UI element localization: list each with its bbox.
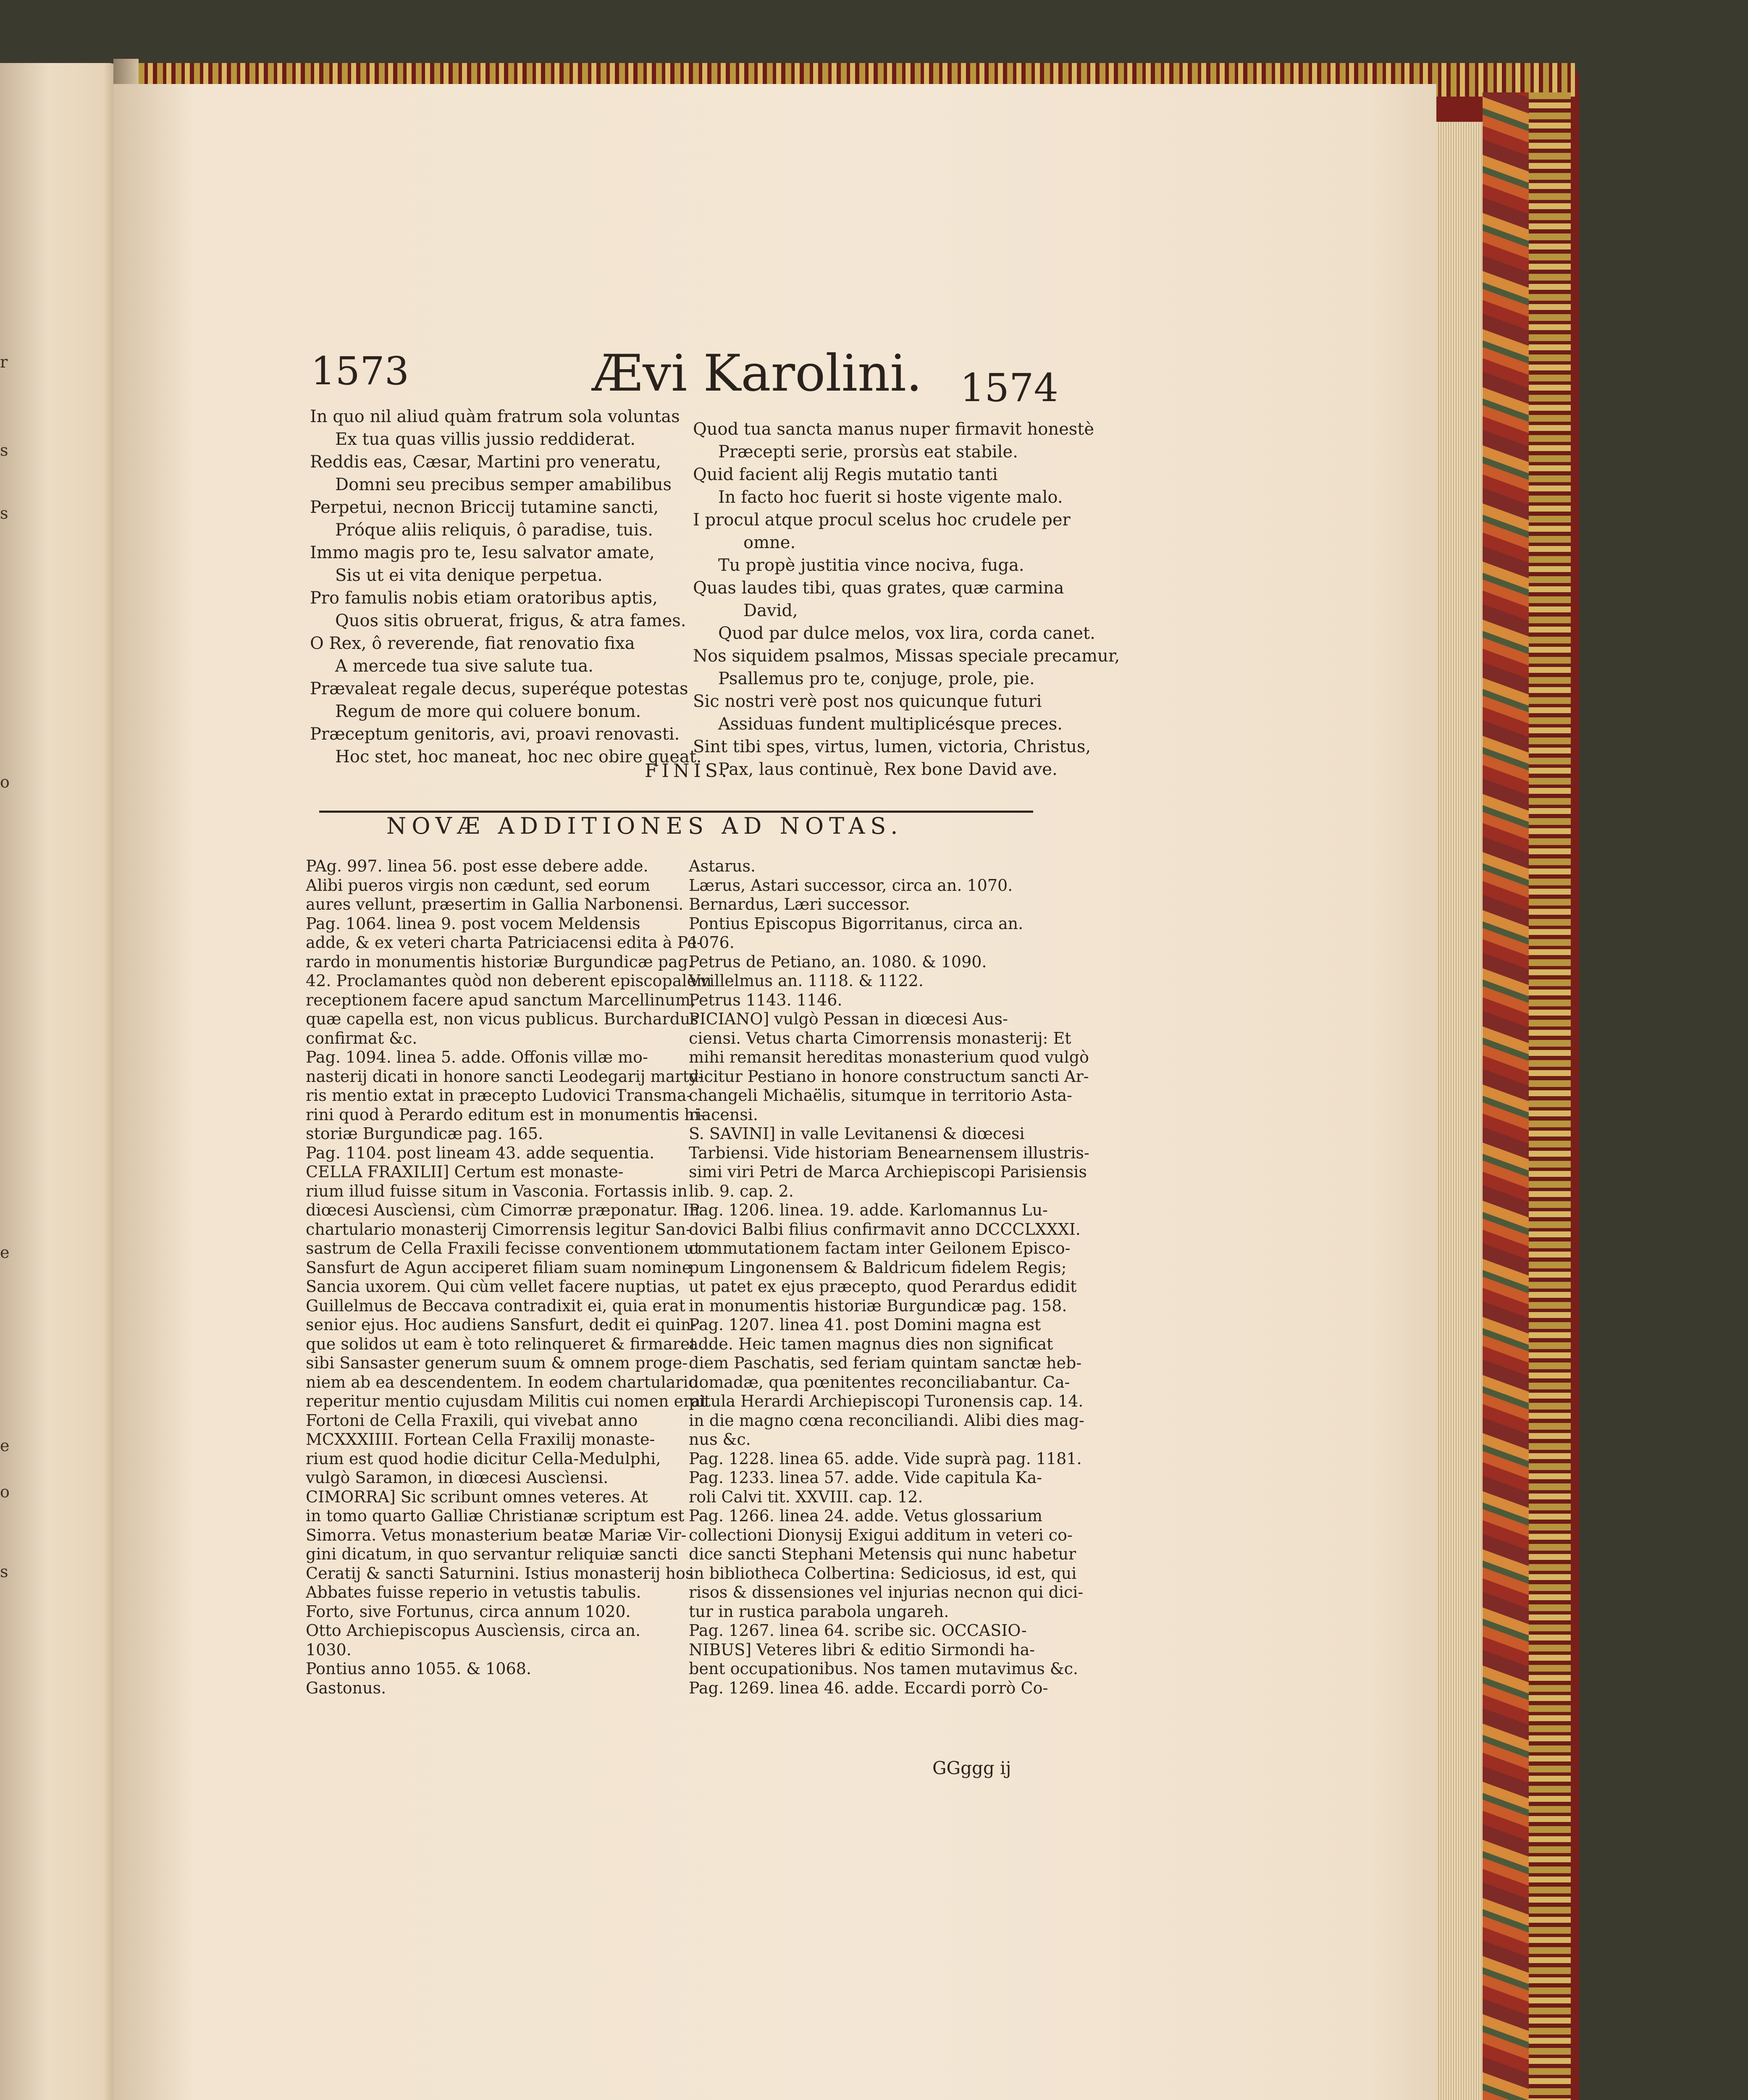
text-line: Bernardus, Læri successor. — [689, 895, 910, 914]
verse-line: Pax, laus continuè, Rex bone David ave. — [718, 760, 1058, 779]
text-line: PICIANO] vulgò Pessan in diœcesi Aus- — [689, 1010, 1008, 1028]
margin-letter: r — [0, 353, 8, 371]
text-line: Pag. 1104. post lineam 43. adde sequentia. — [306, 1143, 655, 1162]
verse-line: In facto hoc fuerit si hoste vigente malo. — [718, 488, 1063, 507]
verse-line: O Rex, ô reverende, fiat renovatio fixa — [310, 634, 635, 653]
verse-line: Sic nostri verè post nos quicunque futuri — [693, 692, 1042, 711]
text-line: Pag. 1267. linea 64. scribe sic. OCCASIO- — [689, 1621, 1027, 1640]
text-line: vulgò Saramon, in diœcesi Auscìensi. — [306, 1468, 609, 1487]
verse-line: Quos sitis obruerat, frigus, & atra fames. — [335, 611, 686, 630]
text-line: gini dicatum, in quo servantur reliquiæ sancti — [306, 1545, 678, 1563]
text-line: adde, & ex veteri charta Patriciacensi edita à Pe- — [306, 933, 702, 952]
margin-letter: s — [0, 504, 8, 522]
text-line: dicitur Pestiano in honore constructum sancti Ar- — [689, 1067, 1089, 1086]
poem-column-right — [693, 418, 1120, 781]
text-line: in bibliotheca Colbertina: Sediciosus, id est, qui — [689, 1564, 1077, 1583]
verse-line: Præcepti serie, prorsùs eat stabile. — [718, 442, 1018, 462]
text-line: adde. Heic tamen magnus dies non significat — [689, 1334, 1053, 1353]
text-line: Pag. 1228. linea 65. adde. Vide suprà pag. 1181. — [689, 1449, 1082, 1468]
margin-letter: e — [0, 1436, 10, 1455]
gilt-border-right — [1529, 92, 1571, 2100]
finis-mark: FINIS. — [645, 760, 732, 782]
marbled-endpaper — [1483, 92, 1529, 2100]
margin-letter: e — [0, 1243, 10, 1262]
text-line: changeli Michaëlis, situmque in territorio Asta- — [689, 1086, 1072, 1105]
text-line: Lærus, Astari successor, circa an. 1070. — [689, 876, 1013, 895]
text-line: 42. Proclamantes quòd non deberent episcopalem — [306, 971, 712, 990]
text-line: nus &c. — [689, 1430, 751, 1449]
text-line: Simorra. Vetus monasterium beatæ Mariæ Vir- — [306, 1525, 687, 1544]
verse-line: In quo nil aliud quàm fratrum sola voluntas — [310, 407, 680, 426]
verse-line: A mercede tua sive salute tua. — [335, 656, 593, 676]
text-line: in monumentis historiæ Burgundicæ pag. 158. — [689, 1296, 1067, 1315]
page-number-left: 1573 — [311, 349, 409, 394]
text-line: rini quod à Perardo editum est in monumentis hi- — [306, 1105, 705, 1124]
text-line: risos & dissensiones vel injurias necnon qui dici- — [689, 1583, 1084, 1601]
text-line: simi viri Petri de Marca Archiepiscopi Parisiensis — [689, 1163, 1087, 1181]
text-line: Pag. 1269. linea 46. adde. Eccardi porrò Co- — [689, 1678, 1048, 1697]
text-line: aures vellunt, præsertim in Gallia Narbonensi. — [306, 895, 684, 914]
verse-line: Psallemus pro te, conjuge, prole, pie. — [718, 669, 1035, 688]
verse-line: Tu propè justitia vince nociva, fuga. — [718, 556, 1024, 575]
verse-line: Quod tua sancta manus nuper firmavit honestè — [693, 420, 1094, 439]
text-line: Tarbiensi. Vide historiam Benearnensem illustris- — [689, 1143, 1089, 1162]
text-line: Vvillelmus an. 1118. & 1122. — [689, 971, 924, 990]
margin-letter: o — [0, 773, 10, 791]
text-line: rium est quod hodie dicitur Cella-Medulphi, — [306, 1449, 661, 1468]
verse-line: Sint tibi spes, virtus, lumen, victoria, Christus, — [693, 737, 1091, 756]
text-line: S. SAVINI] in valle Levitanensi & diœcesi — [689, 1124, 1025, 1143]
verse-line: Quid facient alij Regis mutatio tanti — [693, 465, 998, 484]
text-line: lib. 9. cap. 2. — [689, 1181, 794, 1200]
verse-line: Pro famulis nobis etiam oratoribus aptis, — [310, 588, 658, 608]
text-line: Astarus. — [689, 857, 756, 875]
text-line: Gastonus. — [306, 1678, 386, 1697]
text-line: dovici Balbi filius confirmavit anno DCCCLXXXI. — [689, 1220, 1081, 1239]
verse-line: Reddis eas, Cæsar, Martini pro veneratu, — [310, 452, 661, 472]
notes-column-left — [306, 857, 711, 1698]
margin-letter: s — [0, 441, 8, 459]
text-line: domadæ, qua pœnitentes reconciliabantur. Ca- — [689, 1373, 1070, 1391]
text-line: sastrum de Cella Fraxili fecisse conventionem ut — [306, 1239, 701, 1257]
text-line: confirmat &c. — [306, 1029, 417, 1047]
text-line: MCXXXIIII. Fortean Cella Fraxilij monaste- — [306, 1430, 655, 1449]
text-line: Pag. 1266. linea 24. adde. Vetus glossarium — [689, 1507, 1042, 1525]
signature-mark: GGggg ij — [932, 1758, 1011, 1778]
verse-line: omne. — [743, 533, 796, 552]
text-line: 1030. — [306, 1640, 352, 1659]
verse-line: Immo magis pro te, Iesu salvator amate, — [310, 543, 655, 562]
text-line: ut patet ex ejus præcepto, quod Perardus edidit — [689, 1277, 1077, 1296]
text-line: Forto, sive Fortunus, circa annum 1020. — [306, 1602, 631, 1621]
text-line: nasterij dicati in honore sancti Leodegarij marty- — [306, 1067, 704, 1086]
running-title: Ævi Karolini. — [592, 344, 922, 403]
text-line: Pag. 1064. linea 9. post vocem Meldensis — [306, 914, 640, 933]
text-line: niem ab ea descendentem. In eodem chartulario — [306, 1373, 698, 1391]
text-line: rium illud fuisse situm in Vasconia. Fortassis in — [306, 1181, 688, 1200]
text-line: Petrus de Petiano, an. 1080. & 1090. — [689, 952, 987, 971]
verse-line: Próque aliis reliquis, ô paradise, tuis. — [335, 520, 653, 540]
text-line: rardo in monumentis historiæ Burgundicæ pag. — [306, 952, 693, 971]
text-line: Otto Archiepiscopus Auscìensis, circa an. — [306, 1621, 641, 1640]
text-line: storiæ Burgundicæ pag. 165. — [306, 1124, 543, 1143]
page-header — [311, 344, 1058, 410]
text-line: Petrus 1143. 1146. — [689, 990, 843, 1009]
text-line: Pontius anno 1055. & 1068. — [306, 1659, 531, 1678]
text-line: CELLA FRAXILII] Certum est monaste- — [306, 1163, 624, 1181]
text-line: tur in rustica parabola ungareh. — [689, 1602, 949, 1621]
text-line: Guillelmus de Beccava contradixit ei, quia erat — [306, 1296, 685, 1315]
verse-line: I procul atque procul scelus hoc crudele per — [693, 510, 1071, 530]
text-line: 1076. — [689, 933, 735, 952]
text-line: collectioni Dionysij Exigui additum in veteri co- — [689, 1525, 1073, 1544]
text-line: in tomo quarto Galliæ Christianæ scriptum est — [306, 1507, 685, 1525]
verse-line: Perpetui, necnon Briccij tutamine sancti, — [310, 498, 659, 517]
verse-line: Regum de more qui coluere bonum. — [335, 702, 641, 721]
text-line: dice sancti Stephani Metensis qui nunc habetur — [689, 1545, 1076, 1563]
text-line: senior ejus. Hoc audiens Sansfurt, dedit ei quin- — [306, 1315, 697, 1334]
text-line: sibi Sansaster generum suum & omnem proge- — [306, 1354, 688, 1372]
notes-column-right — [689, 857, 1089, 1698]
text-line: riacensi. — [689, 1105, 758, 1124]
text-line: NIBUS] Veteres libri & editio Sirmondi ha- — [689, 1640, 1035, 1659]
text-line: Alibi pueros virgis non cædunt, sed eorum — [306, 876, 651, 895]
verse-line: Domni seu precibus semper amabilibus — [335, 475, 672, 494]
poem-column-left — [310, 405, 702, 768]
text-line: diœcesi Auscìensi, cùm Cimorræ præponatur. In — [306, 1201, 700, 1219]
text-line: Pontius Episcopus Bigorritanus, circa an. — [689, 914, 1024, 933]
text-line: Pag. 1207. linea 41. post Domini magna est — [689, 1315, 1041, 1334]
margin-letter: o — [0, 1483, 10, 1501]
verse-line: David, — [743, 601, 798, 620]
verse-line: Præceptum genitoris, avi, proavi renovasti. — [310, 724, 680, 744]
verse-line: Quas laudes tibi, quas grates, quæ carmina — [693, 578, 1064, 598]
text-line: PAg. 997. linea 56. post esse debere adde. — [306, 857, 648, 875]
verse-line: Hoc stet, hoc maneat, hoc nec obire queat. — [335, 747, 702, 766]
verse-line: Sis ut ei vita denique perpetua. — [335, 566, 603, 585]
text-line: diem Paschatis, sed feriam quintam sanctæ heb- — [689, 1354, 1082, 1372]
text-line: Ceratij & sancti Saturnini. Istius monasterij hos — [306, 1564, 694, 1583]
margin-letter: s — [0, 1562, 8, 1581]
text-line: quæ capella est, non vicus publicus. Burchardus — [306, 1010, 698, 1028]
section-title: NOVÆ ADDITIONES AD NOTAS. — [386, 813, 903, 839]
verse-line: Quod par dulce melos, vox lira, corda canet. — [718, 624, 1095, 643]
text-line: Pag. 1206. linea. 19. adde. Karlomannus Lu- — [689, 1201, 1048, 1219]
text-line: Sansfurt de Agun acciperet filiam suam nomine — [306, 1258, 692, 1277]
page-edges — [1436, 122, 1483, 2100]
text-line: Fortoni de Cella Fraxili, qui vivebat anno — [306, 1411, 638, 1430]
text-line: receptionem facere apud sanctum Marcellinum, — [306, 990, 696, 1009]
text-line: reperitur mentio cujusdam Militis cui nomen erat — [306, 1392, 707, 1410]
text-line: bent occupationibus. Nos tamen mutavimus &c. — [689, 1659, 1078, 1678]
text-line: Pag. 1233. linea 57. adde. Vide capitula Ka- — [689, 1468, 1042, 1487]
verse-line: Ex tua quas villis jussio reddiderat. — [335, 430, 635, 449]
text-line: mihi remansit hereditas monasterium quod vulgò — [689, 1048, 1089, 1066]
text-line: Sancia uxorem. Qui cùm vellet facere nuptias, — [306, 1277, 680, 1296]
text-line: in die magno cœna reconciliandi. Alibi dies mag- — [689, 1411, 1084, 1430]
facing-page — [0, 63, 122, 2100]
text-line: que solidos ut eam è toto relinqueret & firmaret — [306, 1334, 696, 1353]
text-line: commutationem factam inter Geilonem Episco- — [689, 1239, 1071, 1257]
text-line: CIMORRA] Sic scribunt omnes veteres. At — [306, 1487, 648, 1506]
verse-line: Assiduas fundent multiplicésque preces. — [718, 714, 1063, 734]
text-line: pum Lingonensem & Baldricum fidelem Regis; — [689, 1258, 1067, 1277]
text-line: Abbates fuisse reperio in vetustis tabulis. — [306, 1583, 641, 1601]
page-number-right: 1574 — [960, 365, 1058, 410]
verse-line: Nos siquidem psalmos, Missas speciale precamur, — [693, 646, 1120, 666]
text-line: Pag. 1094. linea 5. adde. Offonis villæ mo- — [306, 1048, 648, 1066]
text-line: ciensi. Vetus charta Cimorrensis monasterij: Et — [689, 1029, 1071, 1047]
text-line: roli Calvi tit. XXVIII. cap. 12. — [689, 1487, 923, 1506]
text-line: pitula Herardi Archiepiscopi Turonensis cap. 14. — [689, 1392, 1084, 1410]
verse-line: Prævaleat regale decus, superéque potestas — [310, 679, 688, 698]
text-line: ris mentio extat in præcepto Ludovici Transma- — [306, 1086, 692, 1105]
text-line: chartulario monasterij Cimorrensis legitur San- — [306, 1220, 691, 1239]
